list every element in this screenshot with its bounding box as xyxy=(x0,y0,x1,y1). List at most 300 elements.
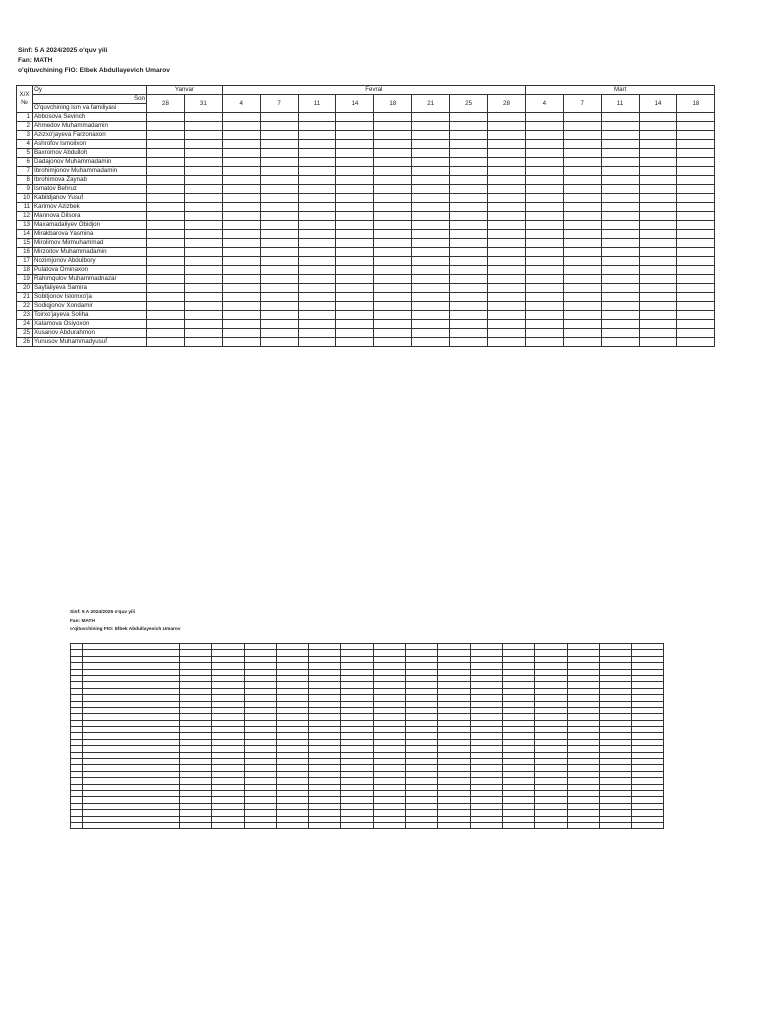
grade-cell xyxy=(147,320,185,329)
grade-cell xyxy=(412,149,450,158)
month-label: Oy xyxy=(33,86,147,95)
grade-cell xyxy=(450,131,488,140)
grade-cell xyxy=(374,257,412,266)
grade-cell xyxy=(260,257,298,266)
student-row xyxy=(17,221,715,230)
grade-cell xyxy=(184,149,222,158)
grade-cell xyxy=(639,320,677,329)
grade-cell xyxy=(677,203,715,212)
header-row-days xyxy=(17,95,715,104)
grade-cell xyxy=(525,293,563,302)
grade-cell xyxy=(563,122,601,131)
grade-cell xyxy=(222,203,260,212)
grade-cell xyxy=(525,221,563,230)
grade-cell xyxy=(260,149,298,158)
grade-cell xyxy=(525,203,563,212)
grade-cell xyxy=(450,293,488,302)
grade-cell xyxy=(336,113,374,122)
student-name: Mirolimov Mirmuhammad xyxy=(33,239,147,248)
student-name: Ibrohimjonov Muhammadamin xyxy=(33,167,147,176)
grade-cell xyxy=(563,113,601,122)
grade-cell xyxy=(563,131,601,140)
grade-cell xyxy=(450,140,488,149)
day-header: 4 xyxy=(222,95,260,113)
grade-cell xyxy=(374,212,412,221)
grade-cell xyxy=(488,230,526,239)
grade-cell xyxy=(336,194,374,203)
grade-cell xyxy=(147,239,185,248)
grade-cell xyxy=(298,158,336,167)
student-row xyxy=(17,194,715,203)
grade-cell xyxy=(184,320,222,329)
grade-cell xyxy=(412,302,450,311)
grade-cell xyxy=(677,338,715,347)
student-name: Rahimqulov Muhammadnazar xyxy=(33,275,147,284)
date-label: Son xyxy=(33,95,147,104)
grade-cell xyxy=(412,275,450,284)
student-number: 10 xyxy=(17,194,33,203)
grade-cell xyxy=(147,275,185,284)
grade-cell xyxy=(298,311,336,320)
grade-cell xyxy=(677,257,715,266)
grade-cell xyxy=(563,275,601,284)
grade-cell xyxy=(563,176,601,185)
student-number: 8 xyxy=(17,176,33,185)
grade-cell xyxy=(677,293,715,302)
grade-cell xyxy=(412,338,450,347)
grade-cell xyxy=(563,302,601,311)
grade-cell xyxy=(374,176,412,185)
student-number: 1 xyxy=(17,113,33,122)
student-row xyxy=(17,131,715,140)
grade-cell xyxy=(336,140,374,149)
grade-cell xyxy=(336,239,374,248)
grade-cell xyxy=(374,158,412,167)
grade-cell xyxy=(412,140,450,149)
grade-cell xyxy=(374,275,412,284)
day-header: 14 xyxy=(639,95,677,113)
student-number: 13 xyxy=(17,221,33,230)
grade-cell xyxy=(601,293,639,302)
student-number: 25 xyxy=(17,329,33,338)
student-row xyxy=(17,320,715,329)
grade-cell xyxy=(525,212,563,221)
grade-cell xyxy=(298,212,336,221)
grade-cell xyxy=(260,248,298,257)
grade-cell xyxy=(147,248,185,257)
grade-cell xyxy=(260,275,298,284)
grade-cell xyxy=(639,284,677,293)
grade-cell xyxy=(525,131,563,140)
grade-cell xyxy=(184,293,222,302)
grade-cell xyxy=(563,230,601,239)
grade-cell xyxy=(601,266,639,275)
student-name: Maxamadaliyev Obidjon xyxy=(33,221,147,230)
grade-cell xyxy=(336,302,374,311)
grade-cell xyxy=(450,167,488,176)
grade-cell xyxy=(525,320,563,329)
grade-cell xyxy=(147,212,185,221)
grade-cell xyxy=(298,293,336,302)
grade-cell xyxy=(222,113,260,122)
grade-cell xyxy=(412,122,450,131)
grade-cell xyxy=(184,338,222,347)
grade-cell xyxy=(525,149,563,158)
grade-cell xyxy=(222,158,260,167)
grade-cell xyxy=(677,176,715,185)
thumbnail-cell xyxy=(180,822,212,828)
grade-cell xyxy=(601,140,639,149)
grade-cell xyxy=(639,176,677,185)
grade-cell xyxy=(298,248,336,257)
thumbnail-cell xyxy=(373,822,405,828)
month-header: Mart xyxy=(525,86,714,95)
grade-cell xyxy=(336,221,374,230)
thumbnail-table xyxy=(70,643,664,829)
grade-cell xyxy=(525,248,563,257)
grade-cell xyxy=(336,149,374,158)
grade-cell xyxy=(298,230,336,239)
grade-cell xyxy=(184,203,222,212)
grade-cell xyxy=(412,230,450,239)
grade-cell xyxy=(336,212,374,221)
grade-cell xyxy=(639,194,677,203)
student-number: 16 xyxy=(17,248,33,257)
grade-cell xyxy=(147,230,185,239)
grade-cell xyxy=(260,302,298,311)
grade-cell xyxy=(374,320,412,329)
thumbnail-cell xyxy=(212,822,244,828)
thumbnail-class-year-label: Sinf: 5 A 2024/2025 o'quv yili xyxy=(70,610,136,615)
student-row xyxy=(17,293,715,302)
day-header: 21 xyxy=(412,95,450,113)
grade-cell xyxy=(222,311,260,320)
grade-cell xyxy=(147,311,185,320)
grade-cell xyxy=(563,239,601,248)
grade-cell xyxy=(563,257,601,266)
grade-cell xyxy=(450,329,488,338)
grade-cell xyxy=(488,122,526,131)
grade-cell xyxy=(601,302,639,311)
grade-cell xyxy=(147,158,185,167)
grade-cell xyxy=(450,185,488,194)
grade-cell xyxy=(525,194,563,203)
grade-cell xyxy=(147,194,185,203)
student-number: 6 xyxy=(17,158,33,167)
grade-cell xyxy=(222,248,260,257)
grade-cell xyxy=(336,176,374,185)
grade-cell xyxy=(147,221,185,230)
grade-cell xyxy=(184,194,222,203)
student-number: 3 xyxy=(17,131,33,140)
thumbnail-cell xyxy=(535,822,567,828)
grade-cell xyxy=(298,257,336,266)
grade-cell xyxy=(412,131,450,140)
grade-cell xyxy=(336,320,374,329)
grade-cell xyxy=(677,167,715,176)
grade-cell xyxy=(677,302,715,311)
grade-cell xyxy=(450,221,488,230)
grade-cell xyxy=(336,266,374,275)
grade-cell xyxy=(222,194,260,203)
grade-cell xyxy=(374,131,412,140)
student-number: 19 xyxy=(17,275,33,284)
student-number: 12 xyxy=(17,212,33,221)
grade-cell xyxy=(601,158,639,167)
student-row xyxy=(17,338,715,347)
grade-cell xyxy=(488,302,526,311)
grade-cell xyxy=(488,257,526,266)
grade-cell xyxy=(563,167,601,176)
student-name: Mirzoitov Muhammadamin xyxy=(33,248,147,257)
grade-cell xyxy=(525,140,563,149)
grade-cell xyxy=(412,239,450,248)
grade-cell xyxy=(298,221,336,230)
grade-cell xyxy=(488,149,526,158)
grade-cell xyxy=(184,185,222,194)
student-row xyxy=(17,311,715,320)
student-row xyxy=(17,329,715,338)
grade-cell xyxy=(412,284,450,293)
grade-cell xyxy=(184,266,222,275)
grade-cell xyxy=(563,338,601,347)
grade-cell xyxy=(298,194,336,203)
student-name: Azizxo'jayeva Farzonaxon xyxy=(33,131,147,140)
student-row xyxy=(17,185,715,194)
student-name: Kabildjanov Yusuf xyxy=(33,194,147,203)
grade-cell xyxy=(525,329,563,338)
grade-cell xyxy=(260,329,298,338)
grade-cell xyxy=(412,203,450,212)
student-name: Sodiqjonov Xondamir xyxy=(33,302,147,311)
grade-cell xyxy=(147,149,185,158)
day-header: 4 xyxy=(525,95,563,113)
grade-cell xyxy=(222,221,260,230)
grade-cell xyxy=(677,221,715,230)
grade-cell xyxy=(412,320,450,329)
journal-header xyxy=(18,46,170,76)
grade-cell xyxy=(222,176,260,185)
grade-cell xyxy=(677,140,715,149)
grade-cell xyxy=(336,248,374,257)
grade-cell xyxy=(450,284,488,293)
grade-cell xyxy=(488,293,526,302)
grade-cell xyxy=(298,149,336,158)
grade-cell xyxy=(450,212,488,221)
grade-cell xyxy=(639,158,677,167)
grade-cell xyxy=(412,248,450,257)
grade-cell xyxy=(450,311,488,320)
grade-cell xyxy=(677,239,715,248)
grade-cell xyxy=(412,113,450,122)
grade-cell xyxy=(412,266,450,275)
grade-cell xyxy=(184,221,222,230)
grade-cell xyxy=(260,284,298,293)
day-header: 31 xyxy=(184,95,222,113)
grade-cell xyxy=(601,212,639,221)
grade-cell xyxy=(298,284,336,293)
grade-cell xyxy=(488,194,526,203)
thumbnail-cell xyxy=(71,822,83,828)
student-row xyxy=(17,176,715,185)
grade-cell xyxy=(298,203,336,212)
grade-cell xyxy=(525,338,563,347)
grade-cell xyxy=(601,320,639,329)
grade-cell xyxy=(677,230,715,239)
grade-cell xyxy=(639,122,677,131)
grade-cell xyxy=(677,248,715,257)
row-number-header-top: X/X xyxy=(19,91,30,98)
grade-cell xyxy=(184,113,222,122)
grade-cell xyxy=(260,239,298,248)
grade-cell xyxy=(374,293,412,302)
thumbnail-cell xyxy=(632,822,664,828)
grade-cell xyxy=(336,338,374,347)
grade-cell xyxy=(601,176,639,185)
grade-cell xyxy=(260,194,298,203)
grade-cell xyxy=(374,230,412,239)
grade-cell xyxy=(450,239,488,248)
grade-cell xyxy=(184,275,222,284)
grade-cell xyxy=(374,140,412,149)
grade-cell xyxy=(147,122,185,131)
student-number: 7 xyxy=(17,167,33,176)
grade-cell xyxy=(222,257,260,266)
grade-cell xyxy=(184,167,222,176)
grade-cell xyxy=(601,284,639,293)
grade-cell xyxy=(488,311,526,320)
subject-label: Fan: MATH xyxy=(18,57,53,64)
grade-cell xyxy=(260,131,298,140)
header-row-months xyxy=(17,86,715,95)
grade-cell xyxy=(601,131,639,140)
grade-cell xyxy=(563,311,601,320)
grade-cell xyxy=(222,167,260,176)
grade-cell xyxy=(601,113,639,122)
grade-cell xyxy=(488,248,526,257)
grade-cell xyxy=(222,320,260,329)
grade-cell xyxy=(222,284,260,293)
thumbnail-cell xyxy=(244,822,276,828)
grade-cell xyxy=(222,212,260,221)
student-number: 14 xyxy=(17,230,33,239)
grade-cell xyxy=(450,320,488,329)
grade-cell xyxy=(298,122,336,131)
grade-cell xyxy=(488,185,526,194)
grade-cell xyxy=(639,167,677,176)
grade-cell xyxy=(601,239,639,248)
student-number: 18 xyxy=(17,266,33,275)
grade-cell xyxy=(563,203,601,212)
student-row xyxy=(17,122,715,131)
grade-cell xyxy=(374,338,412,347)
grade-cell xyxy=(639,293,677,302)
grade-cell xyxy=(336,131,374,140)
grade-cell xyxy=(677,158,715,167)
grade-cell xyxy=(412,329,450,338)
grade-cell xyxy=(336,158,374,167)
grade-cell xyxy=(639,230,677,239)
grade-cell xyxy=(222,131,260,140)
student-name: Xatamova Osiyoxon xyxy=(33,320,147,329)
grade-cell xyxy=(450,275,488,284)
student-row xyxy=(17,203,715,212)
grade-cell xyxy=(336,293,374,302)
grade-cell xyxy=(412,167,450,176)
grade-cell xyxy=(184,122,222,131)
student-number: 24 xyxy=(17,320,33,329)
grade-cell xyxy=(336,257,374,266)
grade-cell xyxy=(563,293,601,302)
grade-cell xyxy=(639,131,677,140)
grade-cell xyxy=(147,284,185,293)
grade-cell xyxy=(336,329,374,338)
grade-cell xyxy=(412,311,450,320)
student-row xyxy=(17,167,715,176)
grade-cell xyxy=(488,329,526,338)
grade-cell xyxy=(488,320,526,329)
thumbnail-cell xyxy=(276,822,308,828)
grade-cell xyxy=(260,113,298,122)
day-header: 14 xyxy=(336,95,374,113)
grade-cell xyxy=(563,212,601,221)
grade-cell xyxy=(525,230,563,239)
grade-cell xyxy=(147,167,185,176)
grade-cell xyxy=(298,266,336,275)
grade-cell xyxy=(563,329,601,338)
grade-cell xyxy=(450,194,488,203)
grade-cell xyxy=(601,338,639,347)
grade-cell xyxy=(525,311,563,320)
student-name: Yunusov Muhammadyusuf xyxy=(33,338,147,347)
grade-cell xyxy=(563,320,601,329)
grade-cell xyxy=(525,275,563,284)
grade-cell xyxy=(374,185,412,194)
grade-cell xyxy=(450,266,488,275)
grade-cell xyxy=(601,257,639,266)
student-number: 9 xyxy=(17,185,33,194)
grade-cell xyxy=(525,284,563,293)
day-header: 7 xyxy=(260,95,298,113)
grade-cell xyxy=(260,293,298,302)
student-name: Pulatova Ominaxon xyxy=(33,266,147,275)
thumbnail-row xyxy=(71,822,664,828)
grade-cell xyxy=(147,113,185,122)
grade-cell xyxy=(412,185,450,194)
grade-cell xyxy=(488,275,526,284)
student-row xyxy=(17,257,715,266)
grade-cell xyxy=(184,230,222,239)
grade-cell xyxy=(601,194,639,203)
grade-cell xyxy=(184,140,222,149)
grade-cell xyxy=(601,149,639,158)
grade-cell xyxy=(601,275,639,284)
grade-cell xyxy=(639,311,677,320)
grade-cell xyxy=(184,302,222,311)
thumbnail-header xyxy=(70,609,181,635)
grade-cell xyxy=(677,329,715,338)
grade-cell xyxy=(260,176,298,185)
grade-cell xyxy=(374,149,412,158)
grade-cell xyxy=(450,248,488,257)
student-name: Ahmedov Muhammadamin xyxy=(33,122,147,131)
grade-cell xyxy=(222,149,260,158)
grade-cell xyxy=(298,320,336,329)
student-row xyxy=(17,284,715,293)
thumbnail-cell xyxy=(406,822,438,828)
grade-cell xyxy=(336,122,374,131)
student-name: Xusanov Abdurahmon xyxy=(33,329,147,338)
